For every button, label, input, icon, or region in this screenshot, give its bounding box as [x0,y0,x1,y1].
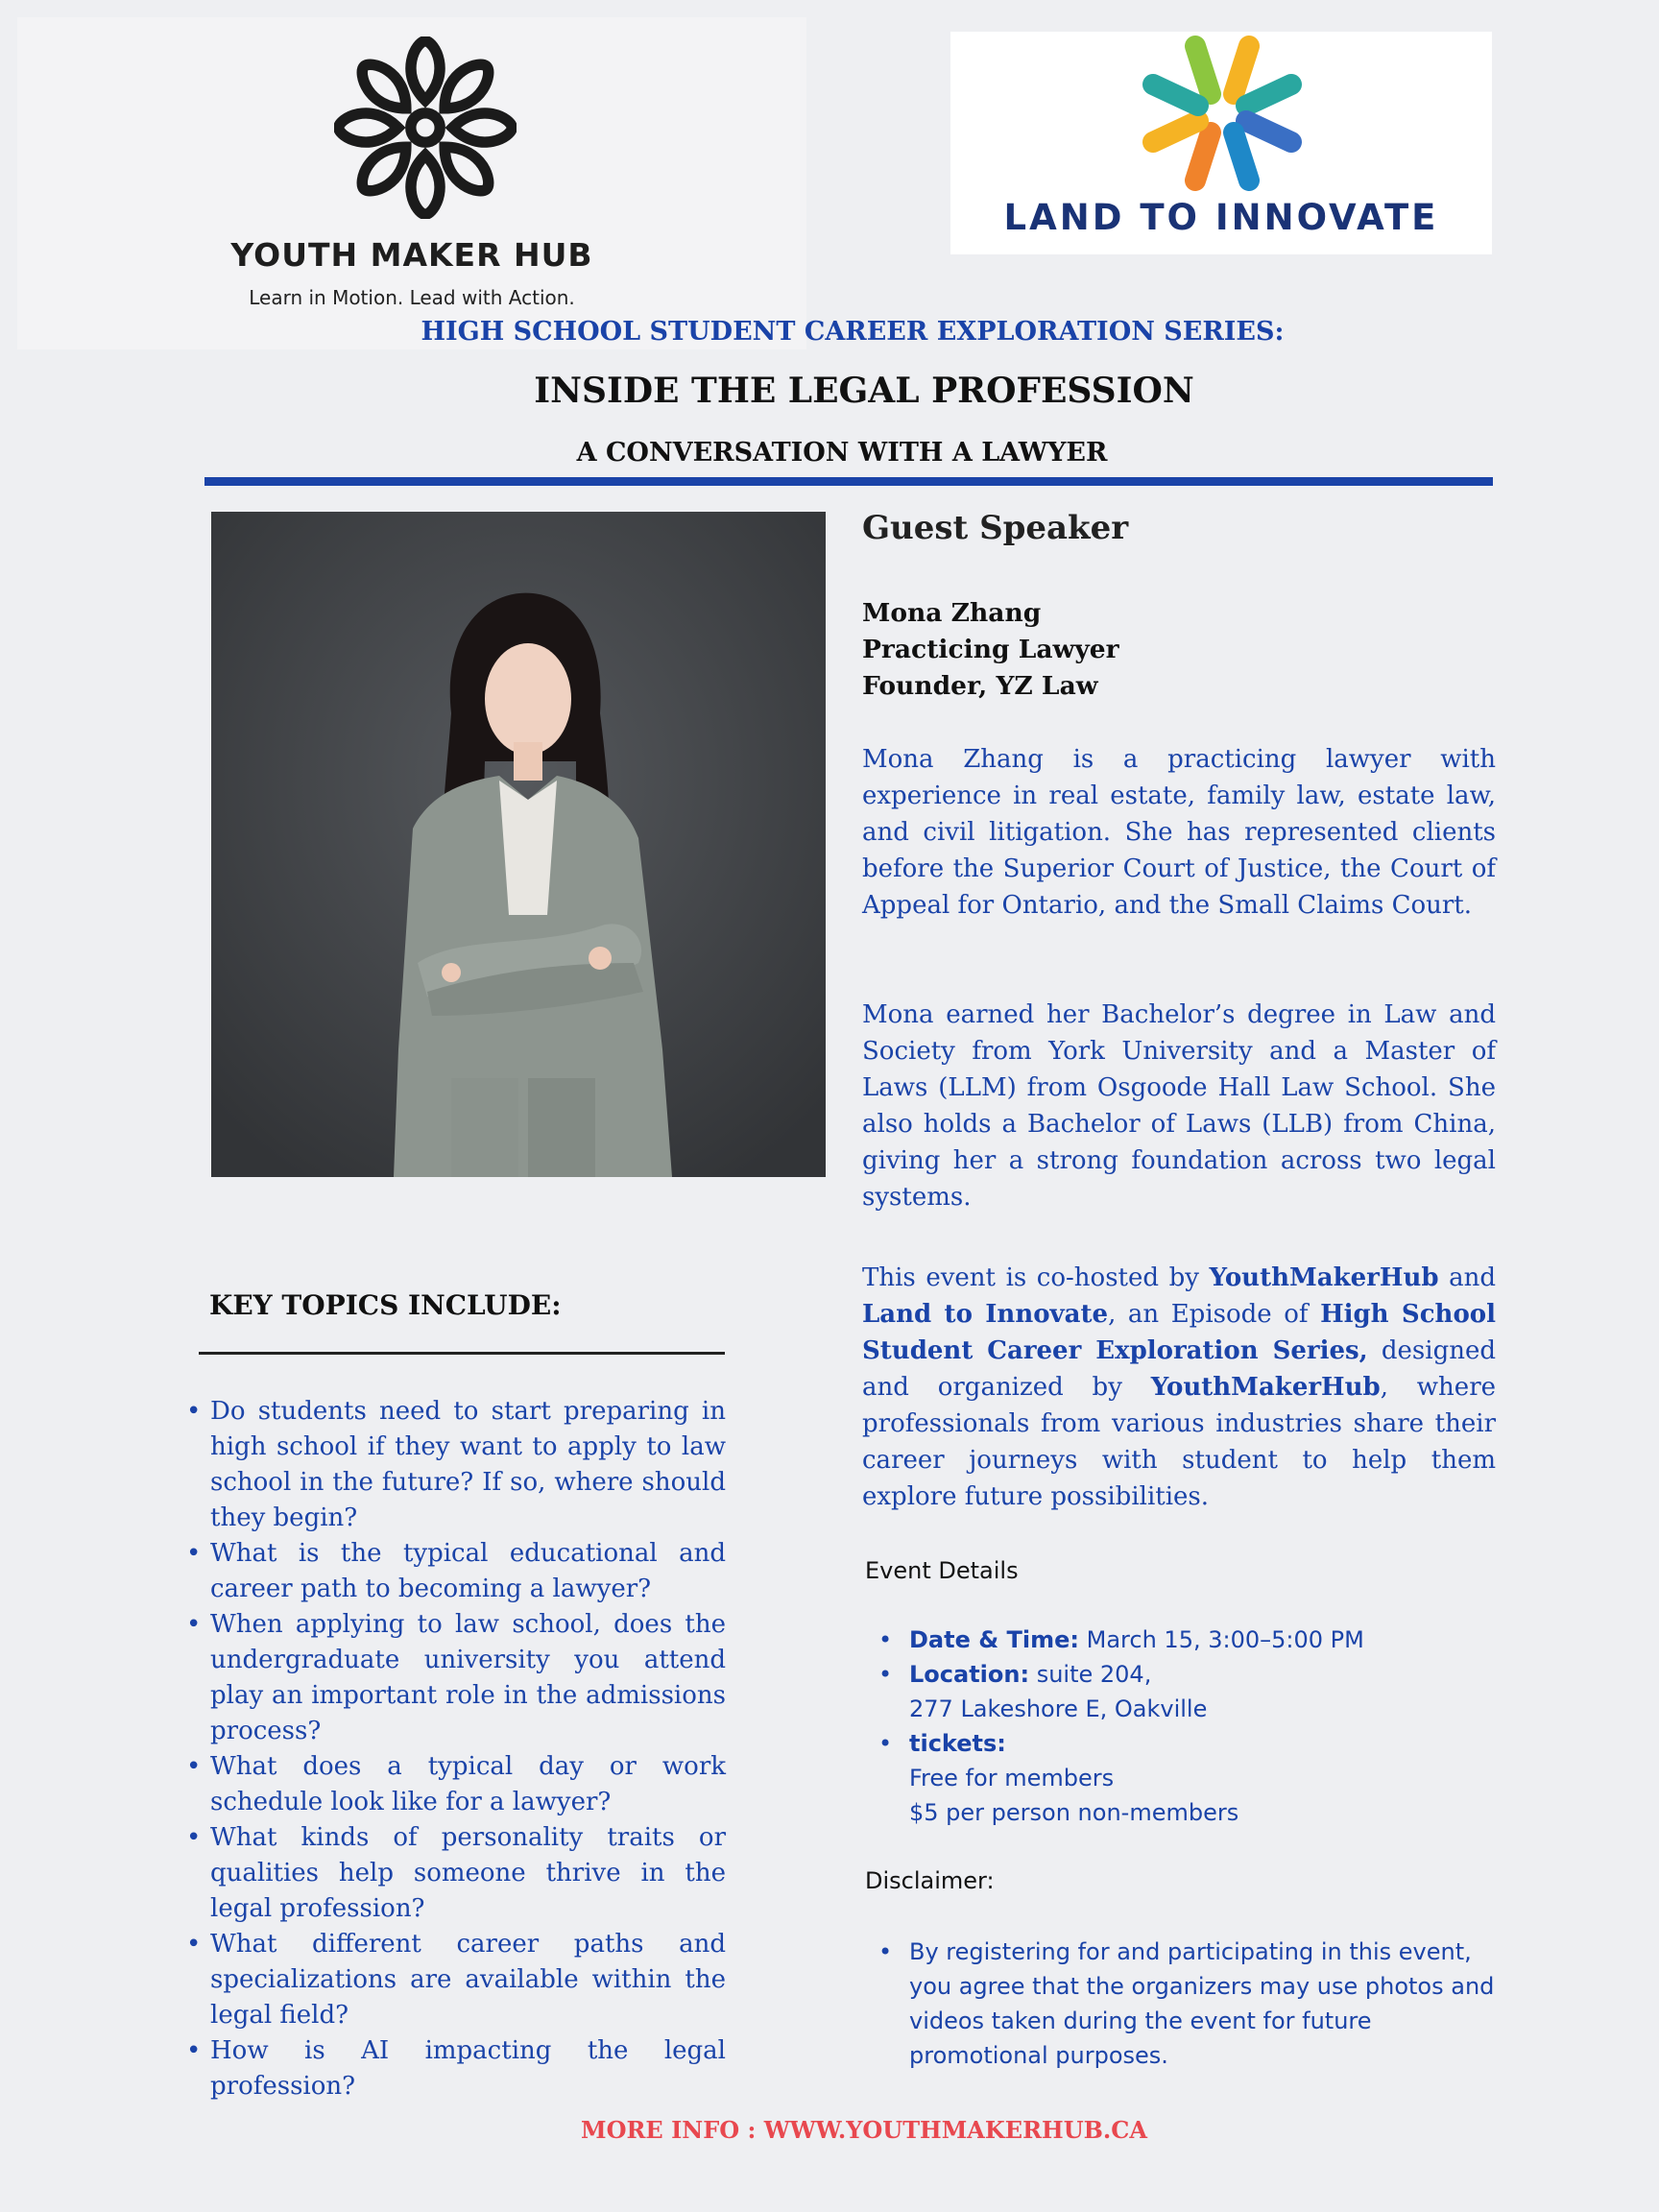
speaker-role: Practicing Lawyer [862,635,1119,664]
event-tickets-item [878,1726,1364,1830]
key-topics-divider [199,1352,725,1355]
cohost-text: designed and organized by [862,1336,1496,1402]
event-location-item [878,1657,1364,1726]
speaker-bio-paragraph: Mona Zhang is a practicing lawyer with experience in real estate, family law, estate law, and civil litigation. She has represented clients before the Superior Court of Justice, the Court of Appeal for Ontario, and the Small Claims Court. [862,745,1496,920]
event-tickets-non-members: $5 per person non-members [909,1799,1239,1826]
cohost-text: This event is co-hosted by [862,1263,1210,1292]
more-info-footer: MORE INFO : WWW.YOUTHMAKERHUB.CA [581,2116,1147,2144]
topic-item: • Do students need to start preparing in high school if they want to apply to law school in the future? If so, where should they begin? [186,1394,726,1536]
key-topics-heading: KEY TOPICS INCLUDE: [209,1289,562,1321]
cohost-org-land-to-innovate: Land to Innovate [862,1300,1109,1329]
page-title: INSIDE THE LEGAL PROFESSION [534,371,1194,411]
speaker-info [862,595,1119,705]
series-heading: HIGH SCHOOL STUDENT CAREER EXPLORATION SERIES: [421,317,1285,347]
cohost-text: , where professionals from various industries share their career journeys with student to help them explore future possibilities. [862,1373,1497,1511]
speaker-photo [211,512,826,1177]
topic-item: • What does a typical day or work schedule look like for a lawyer? [186,1749,726,1820]
event-datetime-label: Date & Time: [909,1626,1079,1653]
cohost-paragraph [862,1260,1496,1515]
topic-item: • How is AI impacting the legal profession? [186,2033,726,2104]
topic-item: • What is the typical educational and career path to becoming a lawyer? [186,1536,726,1607]
speaker-firm: Founder, YZ Law [862,671,1098,701]
event-datetime-value: March 15, 3:00–5:00 PM [1079,1626,1364,1653]
knot-flower-icon [334,36,517,219]
cohost-org-youthmakerhub: YouthMakerHub [1209,1263,1439,1292]
cohost-series-name: High School Student Career Exploration Series, [862,1300,1497,1365]
topic-item: • When applying to law school, does the undergraduate university you attend play an important role in the admissions process? [186,1607,726,1749]
page-subtitle: A CONVERSATION WITH A LAWYER [576,438,1108,468]
event-datetime-item [878,1623,1364,1657]
event-tickets-label: tickets: [909,1730,1006,1757]
land-to-innovate-name: LAND TO INNOVATE [1003,197,1439,238]
topic-item: • What different career paths and specializations are available within the legal field? [186,1927,726,2033]
speaker-portrait-image [211,512,826,1177]
disclaimer-heading: Disclaimer: [865,1867,995,1894]
event-location-label: Location: [909,1661,1030,1688]
header-divider [204,477,1493,486]
speaker-name: Mona Zhang [862,598,1042,628]
event-details-heading: Event Details [865,1557,1019,1584]
land-to-innovate-logo [950,32,1492,254]
speaker-education-paragraph: Mona earned her Bachelor’s degree in Law and Society from York University and a Master of Laws (LLM) from Osgoode Hall Law School. She also holds a Bachelor of Laws (LLB) from China, giving her a strong foundation across two legal systems. [862,1000,1496,1212]
cohost-text: and [1438,1263,1497,1292]
cohost-text: , an Episode of [1108,1300,1321,1329]
youth-maker-hub-tagline: Learn in Motion. Lead with Action. [249,286,575,309]
guest-speaker-heading: Guest Speaker [862,509,1129,547]
starburst-icon [1141,32,1304,195]
disclaimer-text: • By registering for and participating in this event, you agree that the organizers may use photos and videos taken during the event for future promotional purposes. [878,1935,1512,2073]
youth-maker-hub-name: YOUTH MAKER HUB [230,236,593,274]
topic-item: • What kinds of personality traits or qualities help someone thrive in the legal profession? [186,1820,726,1927]
youth-maker-hub-logo [17,17,806,349]
key-topics-list [186,1394,726,2104]
event-tickets-members: Free for members [909,1765,1115,1791]
event-details-list [878,1623,1364,1830]
event-location-line1: suite 204, [1029,1661,1152,1688]
disclaimer-list [878,1935,1512,2073]
event-location-line2: 277 Lakeshore E, Oakville [909,1695,1208,1722]
cohost-organizer: YouthMakerHub [1150,1373,1381,1402]
